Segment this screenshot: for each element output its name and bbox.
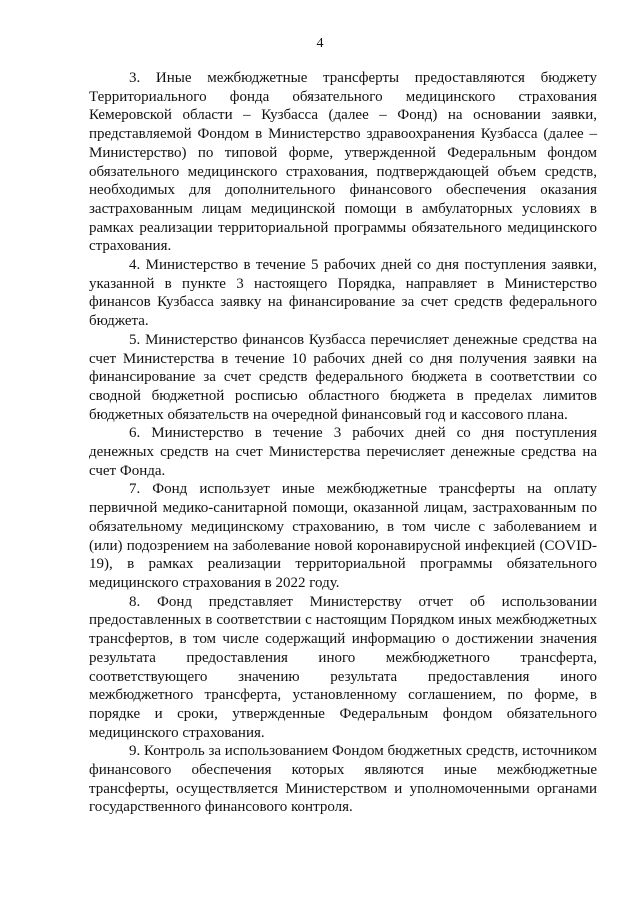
paragraph-item-3: 3. Иные межбюджетные трансферты предоставляются бюджету Территориального фонда обязательного медицинского страхования Кемеровской области – Кузбасса (далее – Фонд) на основании заявки, представляемой Фондом в Министерство здравоохранения Кузбасса (далее – Министерство) по типовой форме, утвержденной Федеральным фондом обязательного медицинского страхования, подтверждающей объем средств, необходимых для дополнительного финансового обеспечения оказания застрахованным лицам медицинской помощи в амбулаторных условиях в рамках реализации территориальной программы обязательного медицинского страхования.	[89, 70, 597, 255]
paragraph-item-8: 8. Фонд представляет Министерству отчет об использовании предоставленных в соответствии с настоящим Порядком иных межбюджетных трансфертов, в том числе содержащий информацию о достижении значения результата предоставления иного межбюджетного трансферта, соответствующего значению результата предоставления иного межбюджетного трансферта, установленному соглашением, по форме, в порядке и сроки, утвержденные Федеральным фондом обязательного медицинского страхования.	[89, 593, 597, 741]
paragraph-item-5: 5. Министерство финансов Кузбасса перечисляет денежные средства на счет Министерства в течение 10 рабочих дней со дня получения заявки на финансирование за счет средств федерального бюджета в соответствии со сводной бюджетной росписью областного бюджета в пределах лимитов бюджетных обязательств на очередной финансовый год и кассового плана.	[89, 331, 597, 423]
paragraph-item-7: 7. Фонд использует иные межбюджетные трансферты на оплату первичной медико-санитарной помощи, оказанной лицам, застрахованным по обязательному медицинскому страхованию, в том числе с заболеванием и (или) подозрением на заболевание новой коронавирусной инфекцией (COVID-19), в рамках реализации территориальной программы обязательного медицинского страхования в 2022 году.	[89, 481, 597, 591]
paragraph-item-6: 6. Министерство в течение 3 рабочих дней со дня поступления денежных средств на счет Министерства перечисляет денежные средства на счет Фонда.	[89, 425, 597, 479]
page-number: 4	[316, 36, 324, 51]
paragraph-item-9: 9. Контроль за использованием Фондом бюджетных средств, источником финансового обеспечения которых являются иные межбюджетные трансферты, осуществляется Министерством и уполномоченными органами государственного финансового контроля.	[89, 743, 597, 816]
paragraph-item-4: 4. Министерство в течение 5 рабочих дней со дня поступления заявки, указанной в пункте 3 настоящего Порядка, направляет в Министерство финансов Кузбасса заявку на финансирование за счет средств федерального бюджета.	[89, 257, 597, 330]
document-body	[89, 69, 597, 817]
